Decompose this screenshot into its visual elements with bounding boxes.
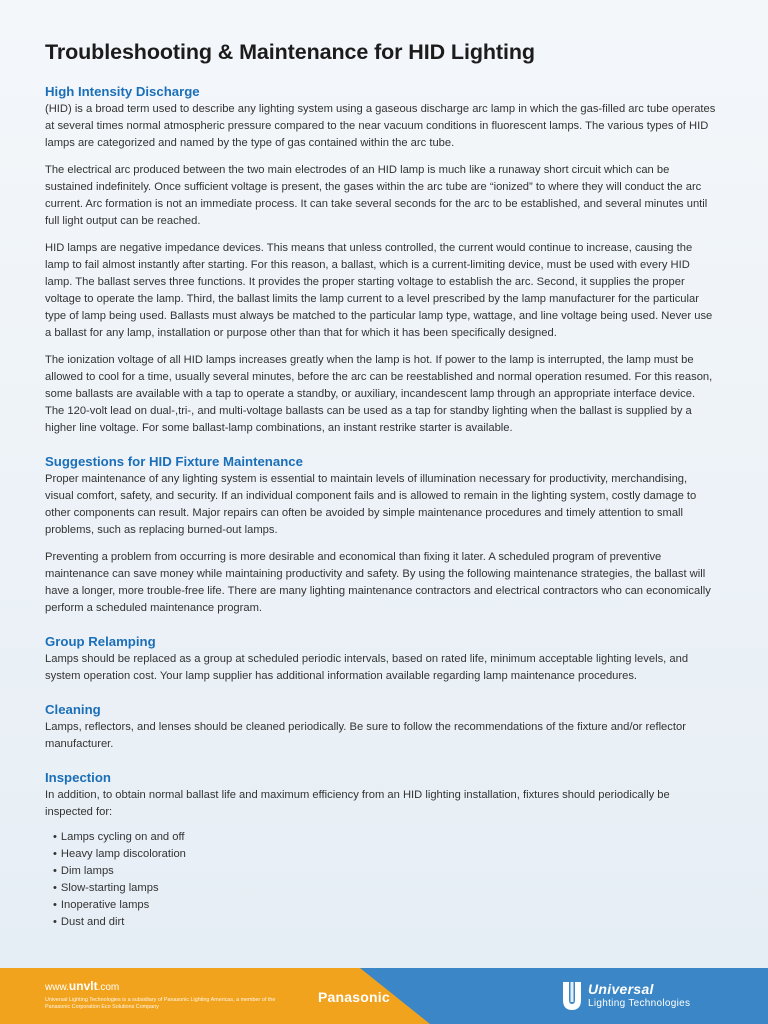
- website-link[interactable]: www.unvlt.com: [45, 979, 120, 993]
- bullet-icon: •: [53, 865, 57, 877]
- section-heading: Inspection: [45, 770, 111, 785]
- paragraph: (HID) is a broad term used to describe any lighting system using a gaseous discharge arc lamp in which the gas-filled arc tube operates at several times normal atmospheric pressure compared to the near vacuum conditions in fluorescent lamps. The various types of HID lamps are categorized and named by the type of gas contained within the arc tube.: [45, 103, 716, 149]
- bullet-icon: •: [53, 899, 57, 911]
- section-group-relamping: [45, 633, 717, 685]
- paragraph: Lamps should be replaced as a group at scheduled periodic intervals, based on rated life, minimum acceptable lighting levels, and system operation cost. Your lamp supplier has additional information available regarding lamp maintenance procedures.: [45, 653, 689, 682]
- bullet-icon: •: [53, 831, 57, 843]
- bullet-icon: •: [53, 848, 57, 860]
- bullet-icon: •: [53, 882, 57, 894]
- panasonic-logo: Panasonic: [318, 989, 390, 1005]
- universal-logo-subtitle: Lighting Technologies: [588, 998, 691, 1009]
- section-hid: [45, 83, 717, 437]
- bullet-icon: •: [53, 916, 57, 928]
- paragraph: The electrical arc produced between the two main electrodes of an HID lamp is much like a runaway short circuit which can be sustained indefinitely. Once sufficient voltage is present, the gases within the arc tube are “ionized” to where they will conduct the arc current. Arc formation is not an immediate process. It can take several seconds for the arc to be established, and several minutes until full light output can be reached.: [45, 164, 708, 227]
- footer-tagline: Universal Lighting Technologies is a subsidiary of Panasonic Lighting Americas, a member of the Panasonic Corporation Eco Solutions Company: [45, 997, 276, 1010]
- section-heading: Suggestions for HID Fixture Maintenance: [45, 454, 303, 469]
- section-heading: Group Relamping: [45, 634, 156, 649]
- list-item: • Inoperative lamps: [53, 899, 150, 911]
- list-item: • Dust and dirt: [53, 916, 125, 928]
- paragraph: In addition, to obtain normal ballast life and maximum efficiency from an HID lighting installation, fixtures should periodically be inspected for:: [45, 789, 670, 818]
- section-heading: High Intensity Discharge: [45, 84, 200, 99]
- section-cleaning: [45, 701, 717, 753]
- universal-logo-icon: [560, 980, 584, 1012]
- inspection-list: [53, 829, 717, 931]
- paragraph: HID lamps are negative impedance devices. This means that unless controlled, the current would continue to increase, causing the lamp to fail almost instantly after starting. For this reason, a ballast, which is a current-limiting device, must be used with every HID lamp. The ballast serves three functions. It provides the proper starting voltage to establish the arc. Second, it supplies the proper voltage to operate the lamp. Third, the ballast limits the lamp current to a level prescribed by the lamp manufacturer for the particular type of lamp being used. Ballasts must always be matched to the particular lamp type, wattage, and line voltage being used. Never use a ballast for any lamp, installation or purpose other than that for which it has been specifically designed.: [45, 242, 713, 339]
- universal-logo-text: Universal: [588, 981, 654, 997]
- list-item: • Slow-starting lamps: [53, 882, 159, 894]
- section-inspection: [45, 769, 717, 931]
- paragraph: Preventing a problem from occurring is more desirable and economical than fixing it later. A scheduled program of preventive maintenance can save money while maintaining productivity and safety. By using the following maintenance strategies, the ballast will have a longer, more trouble-free life. There are many lighting maintenance contractors and electrical contractors who can economically perform a scheduled maintenance program.: [45, 551, 711, 614]
- paragraph: Proper maintenance of any lighting system is essential to maintain levels of illumination necessary for productivity, merchandising, visual comfort, safety, and security. If an individual component fails and is allowed to remain in the lighting system, costly damage to other components can result. Major repairs can often be avoided by simple maintenance procedures and timely attention to small problems, such as replacing burned-out lamps.: [45, 473, 697, 536]
- footer-band: [0, 968, 768, 1024]
- page-title: Troubleshooting & Maintenance for HID Lighting: [45, 40, 535, 64]
- section-suggestions: [45, 453, 717, 617]
- paragraph: Lamps, reflectors, and lenses should be cleaned periodically. Be sure to follow the recommendations of the fixture and/or reflector manufacturer.: [45, 721, 686, 750]
- list-item: • Lamps cycling on and off: [53, 831, 185, 843]
- section-heading: Cleaning: [45, 702, 101, 717]
- document-content: [45, 40, 717, 947]
- list-item: • Dim lamps: [53, 865, 114, 877]
- list-item: • Heavy lamp discoloration: [53, 848, 186, 860]
- paragraph: The ionization voltage of all HID lamps increases greatly when the lamp is hot. If power to the lamp is interrupted, the lamp must be allowed to cool for a time, usually several minutes, before the arc can be reestablished and normal operation resumed. For this reason, some ballasts are available with a tap to operate a standby, or auxiliary, incandescent lamp through an appropriate interface device. The 120-volt lead on dual-,tri-, and multi-voltage ballasts can be used as a tap for standby lighting when the ballast is supplied by a higher line voltage. For some ballast-lamp combinations, an instant restrike starter is available.: [45, 354, 713, 434]
